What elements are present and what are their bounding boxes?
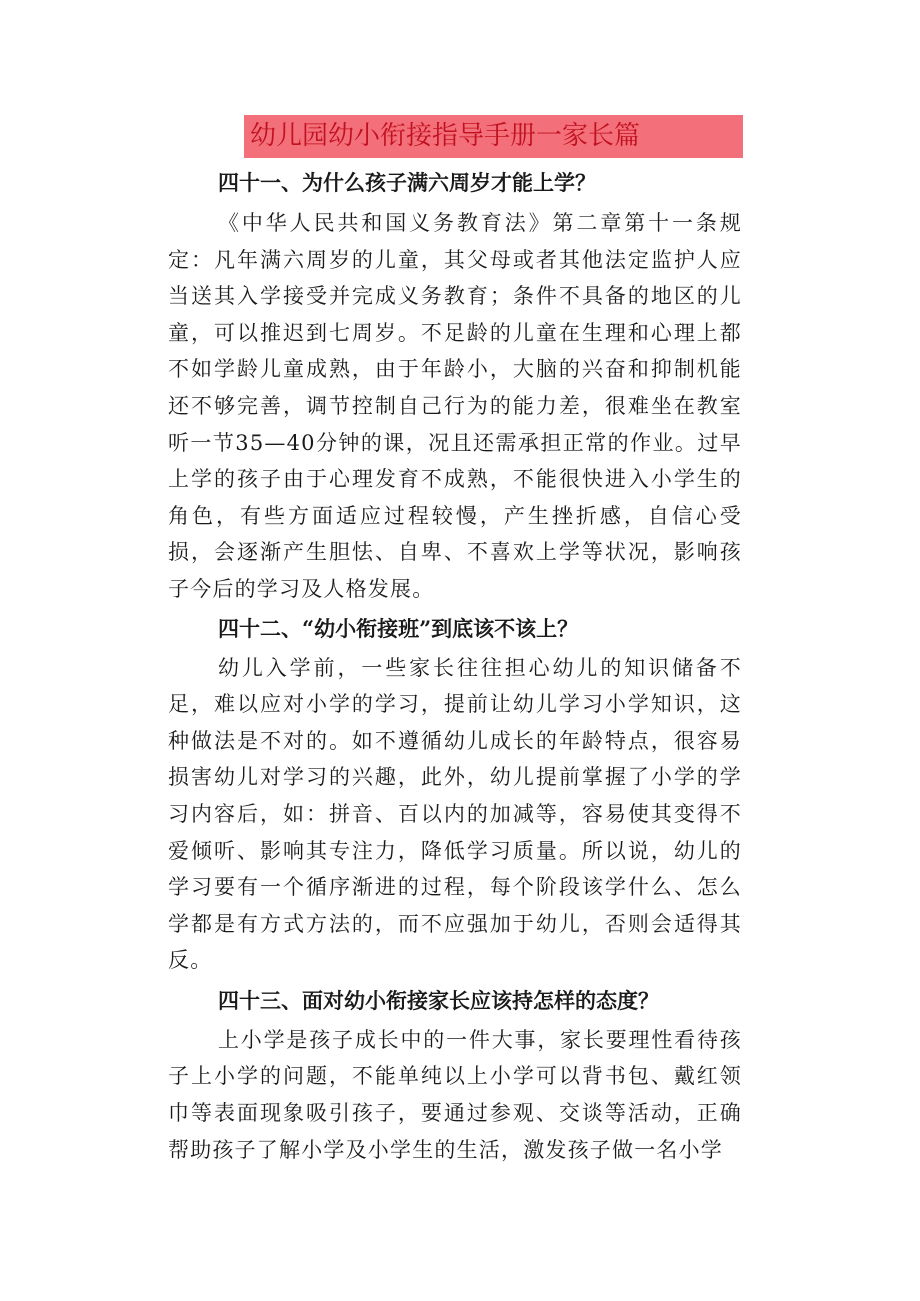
document-body [168,164,742,1168]
page-title: 幼儿园幼小衔接指导手册一家长篇 [244,115,743,158]
section-heading-42: 四十二、“幼小衔接班”到底该不该上？ [218,615,579,641]
section-body-42: 幼儿入学前，一些家长往往担心幼儿的知识储备不足，难以应对小学的学习，提前让幼儿学习小学知识，这种做法是不对的。如不遵循幼儿成长的年龄特点，很容易损害幼儿对学习的兴趣，此外，幼儿提前掌握了小学的学习内容后，如：拼音、百以内的加减等，容易使其变得不爱倾听、影响其专注力，降低学习质量。所以说，幼儿的学习要有一个循序渐进的过程，每个阶段该学什么、怎么学都是有方式方法的，而不应强加于幼儿，否则会适得其反。 [168,655,742,973]
section-heading-43: 四十三、面对幼小衔接家长应该持怎样的态度？ [218,987,659,1013]
section-body-43: 上小学是孩子成长中的一件大事，家长要理性看待孩子上小学的问题，不能单纯以上小学可以背书包、戴红领巾等表面现象吸引孩子，要通过参观、交谈等活动，正确帮助孩子了解小学及小学生的生活，激发孩子做一名小学 [168,1027,742,1162]
section-heading-41: 四十一、为什么孩子满六周岁才能上学？ [218,170,596,195]
section-body-41: 《中华人民共和国义务教育法》第二章第十一条规定：凡年满六周岁的儿童，其父母或者其他法定监护人应当送其入学接受并完成义务教育；条件不具备的地区的儿童，可以推迟到七周岁。不足龄的儿童在生理和心理上都不如学龄儿童成熟，由于年龄小，大脑的兴奋和抑制机能还不够完善，调节控制自己行为的能力差，很难坐在教室听一节35—40分钟的课，况且还需承担正常的作业。过早上学的孩子由于心理发育不成熟，不能很快进入小学生的角色，有些方面适应过程较慢，产生挫折感，自信心受损，会逐渐产生胆怯、自卑、不喜欢上学等状况，影响孩子今后的学习及人格发展。 [168,211,742,601]
